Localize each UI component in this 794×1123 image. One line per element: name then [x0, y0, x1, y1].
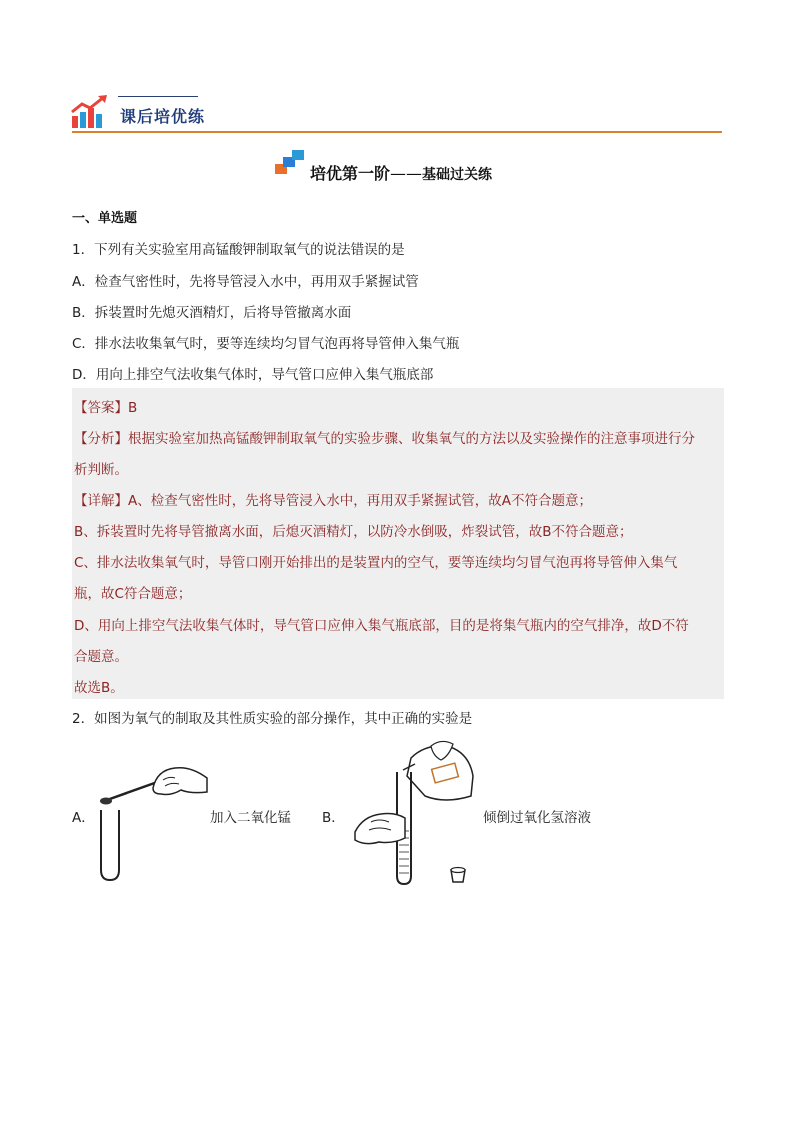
question-type-heading: 一、单选题 [72, 211, 138, 226]
answer-line: 【答案】B [74, 400, 138, 416]
header-top-line [118, 96, 198, 97]
detail-line-d-cont: 合题意。 [74, 649, 128, 665]
section-title [310, 161, 492, 184]
q2-stem: 2．如图为氧气的制取及其性质实验的部分操作，其中正确的实验是 [72, 711, 473, 727]
analysis-line: 【分析】根据实验室加热高锰酸钾制取氧气的实验步骤、收集氧气的方法以及实验操作的注意事项进行分 [74, 431, 695, 447]
conclusion-line: 故选B。 [74, 680, 124, 696]
header-divider [72, 131, 722, 133]
bar-chart-logo-icon [70, 94, 110, 130]
q2-option-b-caption: 倾倒过氧化氢溶液 [483, 810, 591, 826]
add-mno2-illustration [95, 748, 210, 883]
detail-line-d: D、用向上排空气法收集气体时，导气管口应伸入集气瓶底部，目的是将集气瓶内的空气排净，故D不符 [74, 618, 689, 634]
detail-line-c: C、排水法收集氧气时，导管口刚开始排出的是装置内的空气，要等连续均匀冒气泡再将导管伸入集气 [74, 555, 678, 571]
detail-line-c-cont: 瓶，故C符合题意； [74, 586, 192, 602]
q2-option-b-letter: B． [322, 810, 345, 826]
q1-option-a: A．检查气密性时，先将导管浸入水中，再用双手紧握试管 [72, 274, 419, 290]
section-title-dash: —— [390, 164, 423, 183]
analysis-line-cont: 析判断。 [74, 462, 128, 478]
q1-option-d: D．用向上排空气法收集气体时，导气管口应伸入集气瓶底部 [72, 367, 434, 383]
section-title-main: 培优第一阶 [310, 164, 391, 183]
detail-line-a: 【详解】A、检查气密性时，先将导管浸入水中，再用双手紧握试管，故A不符合题意； [74, 493, 592, 509]
pour-h2o2-illustration [345, 736, 480, 888]
q1-option-c: C．排水法收集氧气时，要等连续均匀冒气泡再将导管伸入集气瓶 [72, 336, 460, 352]
header-title: 课后培优练 [120, 107, 206, 126]
q2-option-a-caption: 加入二氧化锰 [210, 810, 291, 826]
q1-stem: 1．下列有关实验室用高锰酸钾制取氧气的说法错误的是 [72, 242, 405, 258]
steps-icon [273, 150, 307, 176]
q1-option-b: B．拆装置时先熄灭酒精灯，后将导管撤离水面 [72, 305, 352, 321]
q2-option-a-letter: A． [72, 810, 95, 826]
detail-line-b: B、拆装置时先将导管撤离水面，后熄灭酒精灯，以防冷水倒吸，炸裂试管，故B不符合题意； [74, 524, 633, 540]
section-title-sub: 基础过关练 [422, 167, 493, 183]
